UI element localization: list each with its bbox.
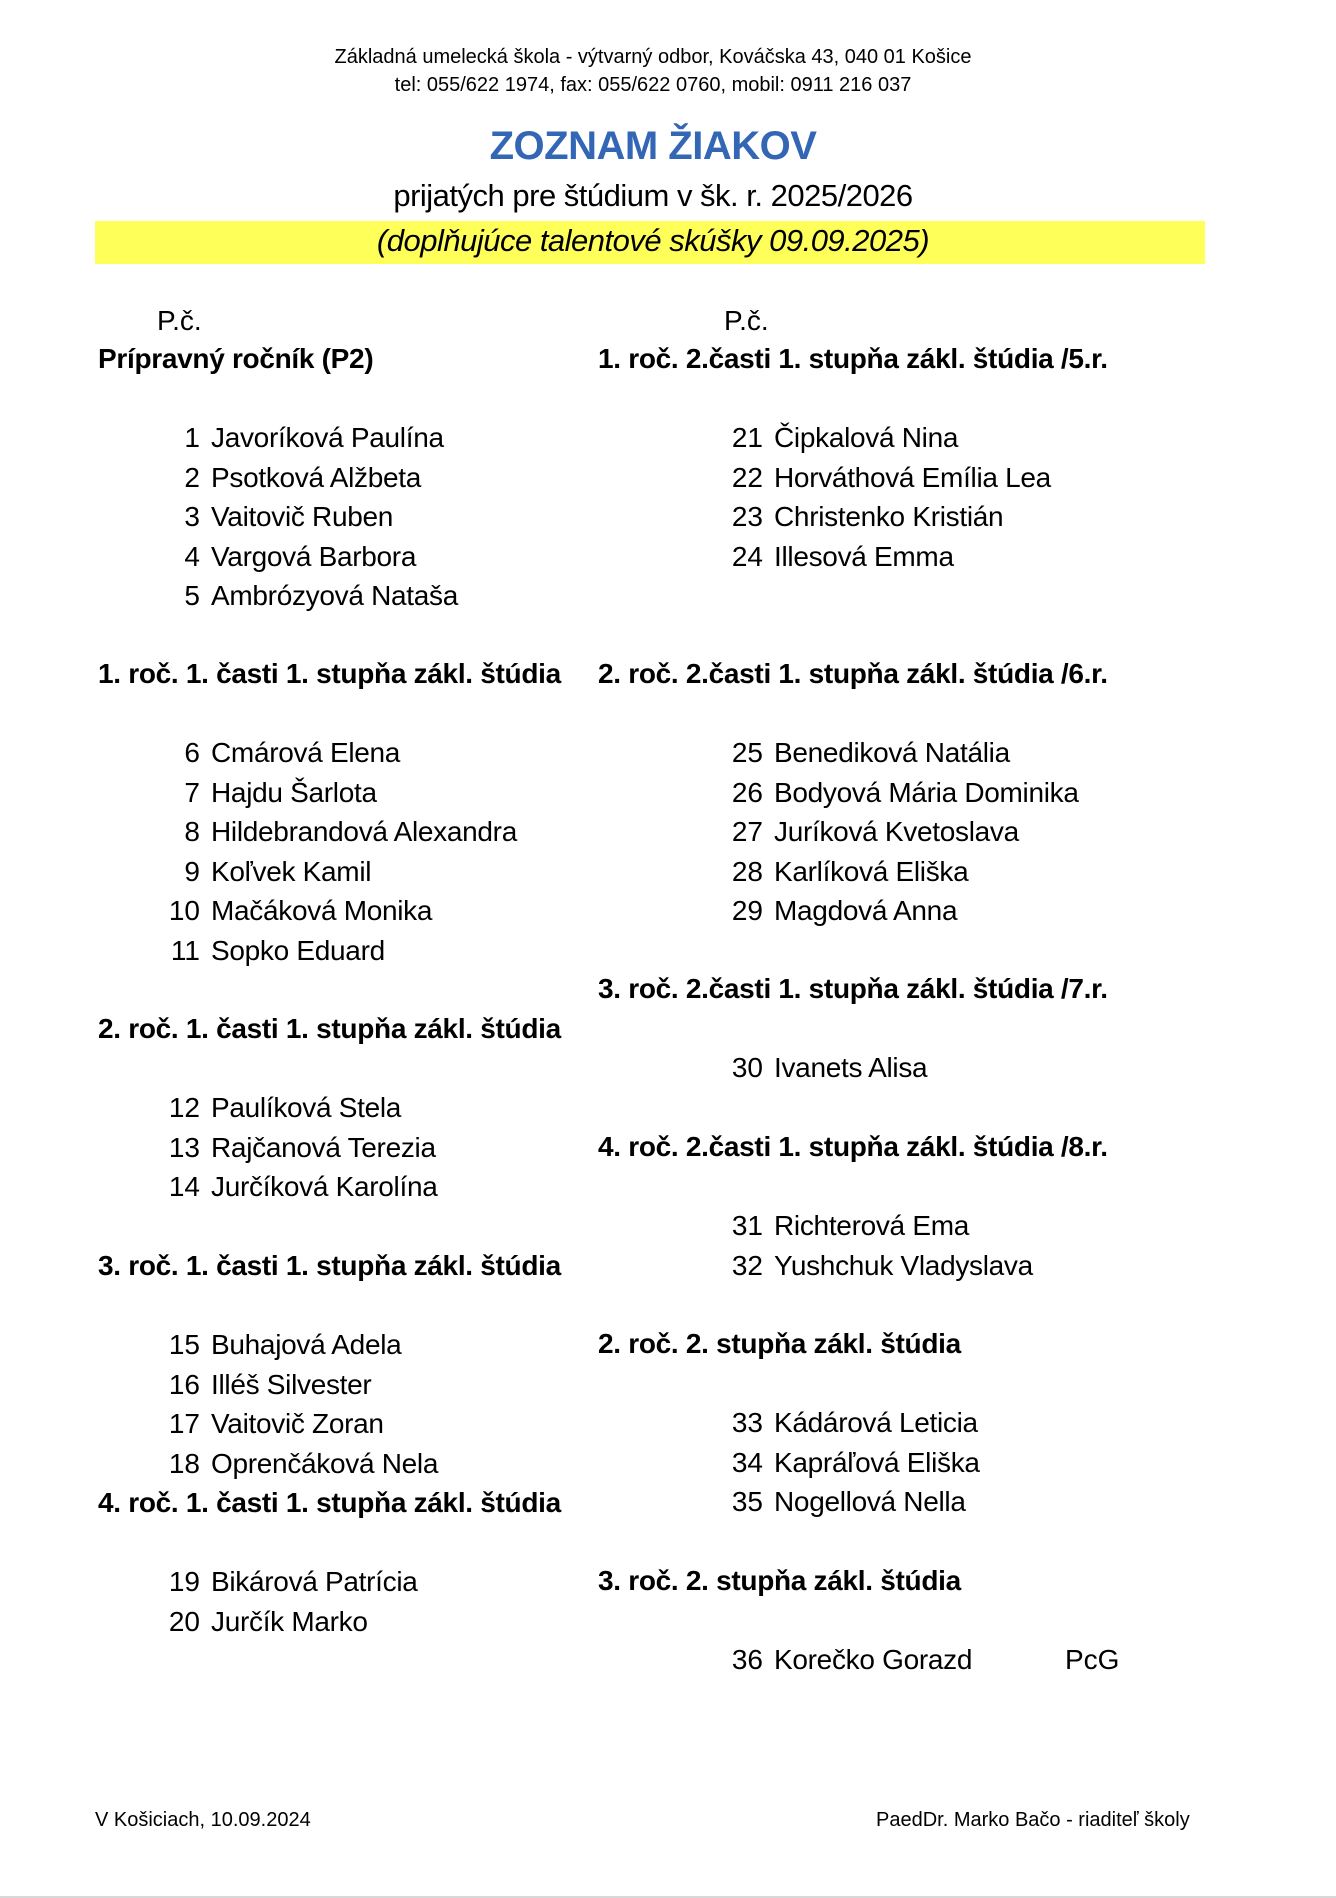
- student-name: Illéš Silvester: [211, 1369, 372, 1400]
- student-name: Benediková Natália: [774, 737, 1010, 768]
- student-number: 9: [184, 856, 200, 887]
- student-number: 35: [731, 1486, 763, 1517]
- section-heading: 1. roč. 2.časti 1. stupňa zákl. štúdia /5.r.: [598, 343, 1108, 374]
- student-number: 32: [731, 1250, 763, 1281]
- section-heading: 3. roč. 2.časti 1. stupňa zákl. štúdia /7.r.: [598, 973, 1108, 1004]
- student-number: 28: [731, 856, 763, 887]
- student-name: Jurčíková Karolína: [211, 1171, 438, 1202]
- student-number: 13: [168, 1132, 200, 1163]
- student-name: Psotková Alžbeta: [211, 462, 421, 493]
- student-name: Nogellová Nella: [774, 1486, 966, 1517]
- student-name: Magdová Anna: [774, 895, 958, 926]
- student-number: 23: [731, 501, 763, 532]
- school-contacts: tel: 055/622 1974, fax: 055/622 0760, mobil: 0911 216 037: [394, 74, 912, 96]
- student-name: Rajčanová Terezia: [211, 1132, 436, 1163]
- student-name: Horváthová Emília Lea: [774, 462, 1051, 493]
- student-name: Hildebrandová Alexandra: [211, 816, 517, 847]
- student-number: 16: [168, 1369, 200, 1400]
- student-name: Jurčík Marko: [211, 1606, 368, 1637]
- student-name: Vaitovič Ruben: [211, 501, 394, 532]
- student-number: 4: [184, 541, 200, 572]
- student-number: 15: [168, 1329, 200, 1360]
- student-name: Čipkalová Nina: [774, 422, 959, 453]
- student-number: 22: [731, 462, 763, 493]
- student-name: Koľvek Kamil: [211, 856, 372, 887]
- student-number: 18: [168, 1448, 200, 1479]
- page-title: ZOZNAM ŽIAKOV: [489, 124, 817, 168]
- section-heading: 1. roč. 1. časti 1. stupňa zákl. štúdia: [98, 658, 561, 689]
- student-name: Kapráľová Eliška: [774, 1447, 980, 1478]
- student-number: 36: [731, 1644, 763, 1675]
- student-name: Korečko Gorazd: [774, 1644, 973, 1675]
- right-pc-label: P.č.: [724, 305, 769, 336]
- left-pc-label: P.č.: [157, 305, 202, 336]
- student-name: Oprenčáková Nela: [211, 1448, 439, 1479]
- student-name: Kádárová Leticia: [774, 1407, 978, 1438]
- student-number: 11: [170, 935, 200, 966]
- section-heading: 3. roč. 1. časti 1. stupňa zákl. štúdia: [98, 1250, 561, 1281]
- school-address: Základná umelecká škola - výtvarný odbor, Kováčska 43, 040 01 Košice: [334, 46, 972, 68]
- student-name: Bikárová Patrícia: [211, 1566, 418, 1597]
- student-number: 34: [731, 1447, 763, 1478]
- student-number: 5: [184, 580, 200, 611]
- student-name: Christenko Kristián: [774, 501, 1004, 532]
- student-name: Illesová Emma: [774, 541, 954, 572]
- section-heading: 2. roč. 2.časti 1. stupňa zákl. štúdia /6.r.: [598, 658, 1108, 689]
- student-number: 26: [731, 777, 763, 808]
- student-number: 1: [184, 422, 200, 453]
- student-name: Ivanets Alisa: [774, 1052, 928, 1083]
- signature: PaedDr. Marko Bačo - riaditeľ školy: [876, 1809, 1190, 1831]
- student-name: Juríková Kvetoslava: [774, 816, 1019, 847]
- student-number: 10: [168, 895, 200, 926]
- student-number: 14: [168, 1171, 200, 1202]
- student-number: 2: [184, 462, 200, 493]
- student-name: Cmárová Elena: [211, 737, 401, 768]
- section-heading: 2. roč. 1. časti 1. stupňa zákl. štúdia: [98, 1013, 561, 1044]
- student-number: 31: [731, 1210, 763, 1241]
- section-heading: 3. roč. 2. stupňa zákl. štúdia: [598, 1565, 961, 1596]
- section-heading: 4. roč. 2.časti 1. stupňa zákl. štúdia /8.r.: [598, 1131, 1108, 1162]
- student-number: 20: [168, 1606, 200, 1637]
- banner-text: (doplňujúce talentové skúšky 09.09.2025): [376, 223, 930, 258]
- place-date: V Košiciach, 10.09.2024: [95, 1809, 311, 1831]
- student-number: 25: [731, 737, 763, 768]
- page-subtitle: prijatých pre štúdium v šk. r. 2025/2026: [393, 178, 913, 213]
- student-name: Vaitovič Zoran: [211, 1408, 384, 1439]
- student-note: PcG: [1065, 1644, 1120, 1675]
- section-heading: 2. roč. 2. stupňa zákl. štúdia: [598, 1328, 961, 1359]
- student-number: 3: [184, 501, 200, 532]
- student-name: Javoríková Paulína: [211, 422, 444, 453]
- student-name: Karlíková Eliška: [774, 856, 969, 887]
- section-heading: 4. roč. 1. časti 1. stupňa zákl. štúdia: [98, 1487, 561, 1518]
- student-number: 33: [731, 1407, 763, 1438]
- student-number: 17: [168, 1408, 200, 1439]
- student-number: 24: [731, 541, 763, 572]
- student-number: 7: [184, 777, 200, 808]
- section-heading: Prípravný ročník (P2): [98, 343, 374, 374]
- student-name: Yushchuk Vladyslava: [774, 1250, 1033, 1281]
- student-number: 6: [184, 737, 200, 768]
- student-name: Sopko Eduard: [211, 935, 385, 966]
- student-name: Bodyová Mária Dominika: [774, 777, 1079, 808]
- student-name: Paulíková Stela: [211, 1092, 402, 1123]
- student-number: 29: [731, 895, 763, 926]
- student-name: Vargová Barbora: [211, 541, 417, 572]
- student-number: 27: [731, 816, 763, 847]
- student-name: Mačáková Monika: [211, 895, 433, 926]
- student-number: 19: [168, 1566, 200, 1597]
- student-name: Buhajová Adela: [211, 1329, 402, 1360]
- student-name: Ambrózyová Nataša: [211, 580, 459, 611]
- student-number: 12: [168, 1092, 200, 1123]
- student-number: 8: [184, 816, 200, 847]
- student-number: 30: [731, 1052, 763, 1083]
- student-number: 21: [731, 422, 763, 453]
- student-name: Richterová Ema: [774, 1210, 969, 1241]
- student-name: Hajdu Šarlota: [211, 777, 377, 808]
